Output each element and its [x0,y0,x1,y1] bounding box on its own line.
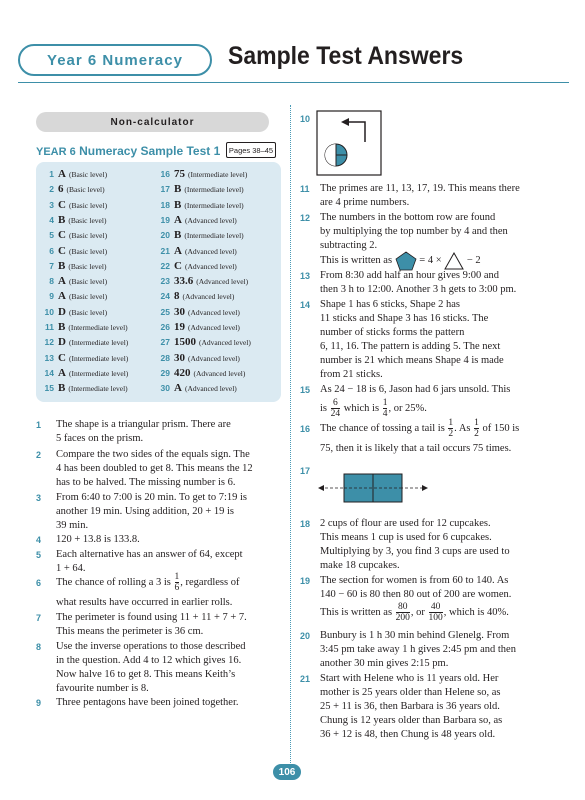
question-number: 2 [36,450,42,460]
explanation-line: 1 + 64. [56,563,86,574]
answer-level: (Intermediate level) [68,384,128,394]
answer-row [40,367,160,380]
answer-level: (Basic level) [68,292,108,302]
numerator: 1 [474,418,479,429]
explanation-line: 2 cups of flour are used for 12 cupcakes. [320,518,491,529]
formula-text: − 2 [466,255,481,267]
answer-row [40,352,160,365]
question-number: 7 [36,613,42,623]
answer-level: (Basic level) [68,246,108,256]
question-number: 5 [36,550,42,560]
explanation-line: are 4 prime numbers. [320,197,410,208]
answer-number: 30 [160,383,170,394]
answer-row [156,199,276,212]
answer-number: 11 [45,322,54,332]
answer-number: 1 [49,169,54,179]
fraction [448,418,453,439]
answer-level: (Advanced level) [188,323,240,332]
explanation-line: number is 21 which means Shape 4 is made [320,355,504,366]
test-year: YEAR 6 [36,146,76,158]
question-number: 21 [300,674,311,684]
answer-number: 9 [49,291,54,302]
answer-level: (Intermediate level) [188,170,248,179]
explanation-line: Bunbury is 1 h 30 min behind Glenelg. From [320,630,510,641]
answer-level: (Advanced level) [196,277,249,287]
fraction [396,602,410,623]
explanation-line: This means the perimeter is 36 cm. [56,626,204,637]
explanation-line: subtracting 2. [320,240,378,251]
answer-value: 8 [174,290,180,303]
answer-value: B [58,321,66,333]
answer-number: 4 [49,214,54,225]
answer-row [40,245,160,258]
question-number: 10 [300,114,311,124]
explanation-line: 11 sticks and Shape 3 has 16 sticks. The [320,313,489,324]
fraction [383,398,388,419]
answer-number: 12 [44,337,54,348]
answer-row [156,275,276,288]
explanation-text: . As [454,423,471,434]
denominator: 24 [330,409,341,420]
answer-row [40,260,160,273]
explanation-line: The numbers in the bottom row are found [320,212,496,223]
answer-number: 8 [49,276,54,287]
answer-row [156,382,276,395]
question-number: 19 [300,576,311,586]
answer-row [40,275,160,288]
explanation-line: 25 + 11 is 36, then Barbara is 36 years old. [320,701,500,712]
question-number: 4 [36,535,42,545]
answer-number: 17 [160,184,170,195]
answer-row [156,367,276,380]
answer-number: 27 [160,337,170,348]
question-number: 15 [300,385,311,395]
answer-row [156,245,276,258]
fraction [331,398,341,419]
answer-number: 13 [44,352,54,363]
explanation-line: make 18 cupcakes. [320,560,400,571]
answer-row [156,229,276,242]
explanation-text: is [320,403,328,414]
triangle-icon [444,252,464,270]
explanation-text: , or [410,607,425,618]
explanation-line: number of sticks forms the pattern [320,327,465,338]
explanation-line: Chung is 12 years older than Barbara so, as [320,715,503,726]
explanation-line: Compare the two sides of the equals sign. The [56,449,250,460]
answer-value: 19 [174,321,185,333]
answer-level: (Advanced level) [199,338,251,348]
answer-level: (Intermediate level) [68,338,129,348]
denominator: 6 [174,583,180,594]
answer-number: 19 [160,214,170,225]
denominator: 200 [395,613,410,624]
explanation-text: , or 25%. [388,403,427,414]
answer-level: (Intermediate level) [184,185,244,195]
explanation-line: by multiplying the top number by 4 and then [320,226,508,237]
answer-value: B [174,229,182,242]
explanation-line: has to be halved. The missing number is 6. [56,477,236,488]
answer-number: 25 [160,306,170,317]
explanation-line: 39 min. [56,520,89,531]
answer-number: 23 [160,276,170,287]
answer-number: 14 [44,367,54,378]
answer-number: 16 [160,169,170,179]
section-bar: Non-calculator [36,112,269,132]
answer-level: (Advanced level) [193,368,246,378]
explanation-line: From 6:40 to 7:00 is 20 min. To get to 7:19 is [56,492,247,503]
answer-number: 26 [160,322,170,332]
question-number: 9 [36,698,42,708]
answer-number: 18 [160,199,170,210]
answer-row [40,382,160,395]
answer-value: C [58,351,66,364]
explanation-line: 36 + 12 is 48, then Chung is 48 years old. [320,729,496,740]
answer-value: 30 [174,305,185,318]
answer-row [156,183,276,196]
explanation-line: mother is 25 years older than Helene so, as [320,687,501,698]
answer-value: B [58,213,66,226]
pentagon-icon [395,251,417,271]
answer-row [40,306,160,319]
denominator: 2 [474,429,479,440]
answer-level: (Intermediate level) [68,323,128,332]
answer-value: C [58,244,66,257]
formula-text: = 4 × [419,255,442,267]
question-number: 3 [36,493,42,503]
answer-level: (Advanced level) [184,215,237,225]
explanation-line: The section for women is from 60 to 140. As [320,575,509,586]
explanation-line: 6, 11, 16. The pattern is adding 5. The next [320,341,501,352]
denominator: 4 [382,409,388,420]
pages-tag: Pages 38–45 [226,142,276,158]
answer-value: B [174,183,182,196]
answer-level: (Basic level) [68,200,108,210]
explanation-line: then 3 h to 12:00. Another 3 h gets to 3:00 pm. [320,284,517,295]
explanation-text: The chance of tossing a tail is [320,423,445,434]
answer-number: 3 [49,199,54,210]
answer-level: (Advanced level) [184,384,237,394]
answer-level: (Basic level) [68,307,108,317]
explanation-text: This is written as [320,607,393,618]
test-title [36,144,220,158]
explanation-text: of 150 is [482,423,520,434]
explanation-line: another 30 min gives 2:15 pm. [320,658,449,669]
answer-level: (Basic level) [68,261,107,271]
answer-value: A [58,366,66,379]
explanation-line: 140 − 60 is 80 then 80 out of 200 are women. [320,589,512,600]
explanation-line: From 8:30 add half an hour gives 9:00 and [320,270,500,281]
answer-level: (Basic level) [68,277,108,287]
answer-level: (Intermediate level) [184,200,244,210]
question-number: 13 [300,271,311,281]
answer-value: 6 [58,183,64,196]
answer-row [40,336,160,349]
numerator: 80 [398,602,408,613]
question-number: 6 [36,578,42,588]
answer-value: C [58,229,66,242]
answer-level: (Advanced level) [182,292,235,302]
answer-row [40,229,160,242]
answer-row [156,260,276,273]
explanation-line: in the question. Add 4 to 12 which gives 16. [56,655,242,666]
answer-row [40,168,160,181]
answer-level: (Intermediate level) [184,231,244,241]
explanation-6-continued: what results have occurred in earlier rolls. [56,597,233,608]
explanation-line: favourite number is 8. [56,683,149,694]
series-badge [18,44,212,76]
page-title: Sample Test Answers [228,42,464,70]
question-number: 18 [300,519,311,529]
answer-number: 24 [160,291,170,302]
explanation-line: Three pentagons have been joined together. [56,697,239,708]
answer-value: D [58,336,66,349]
answer-row [156,336,276,349]
answer-row [40,183,160,196]
explanation-text: , regardless of [180,577,240,588]
answer-level: (Advanced level) [184,246,237,256]
answer-row [40,199,160,212]
answer-value: D [58,305,66,318]
answer-row [156,168,276,181]
answer-row [156,214,276,227]
question-number: 12 [300,213,311,223]
fraction [429,602,443,623]
explanation-line: 120 + 13.8 is 133.8. [56,534,140,545]
answer-level: (Intermediate level) [68,368,129,378]
q19-fractions [320,601,509,625]
explanation-text: which is [343,403,380,414]
numerator: 40 [430,602,441,613]
explanation-line: 5 faces on the prism. [56,433,144,444]
answer-value: A [58,290,66,303]
formula-text: This is written as [320,255,393,267]
answer-number: 22 [160,260,170,271]
series-label: Year 6 Numeracy [47,51,183,69]
header-rule [18,82,569,83]
answer-value: A [58,168,66,180]
explanation-line: from 21 sticks. [320,369,383,380]
answer-level: (Advanced level) [184,261,237,271]
answer-value: 75 [174,168,185,180]
column-divider [290,105,291,765]
answer-level: (Advanced level) [188,353,240,363]
denominator: 2 [448,429,454,440]
question-number: 16 [300,424,311,434]
answer-number: 21 [160,245,170,256]
answer-level: (Basic level) [68,170,108,179]
q10-diagram [316,110,382,176]
answer-level: (Basic level) [68,215,107,225]
explanation-line: As 24 − 18 is 6, Jason had 6 jars unsold. This [320,384,511,395]
answer-row [156,352,276,365]
answer-row [40,290,160,303]
answer-row [156,290,276,303]
explanation-line: 3:45 pm take away 1 h gives 2:45 pm and then [320,644,516,655]
answer-number: 2 [49,184,54,195]
explanation-line: The perimeter is found using 11 + 11 + 7 + 7. [56,612,247,623]
answer-number: 7 [49,260,54,271]
answer-number: 5 [49,230,54,241]
question-number: 14 [300,300,311,310]
answer-row [40,321,160,334]
denominator: 100 [428,613,443,624]
explanation-line: Multiplying by 3, you find 3 cups are used to [320,546,510,557]
answer-value: A [174,244,182,257]
explanation-line: Shape 1 has 6 sticks, Shape 2 has [320,299,460,310]
question-number: 11 [300,184,310,194]
explanation-line: Start with Helene who is 11 years old. Her [320,673,499,684]
explanation-line: Use the inverse operations to those described [56,641,246,652]
answer-value: A [58,275,66,288]
answer-row [156,321,276,334]
page-number: 106 [273,764,301,780]
test-name: Numeracy Sample Test 1 [79,144,221,158]
explanation-line: another 19 min. Using addition, 20 + 19 is [56,506,234,517]
numerator: 1 [448,418,454,429]
explanation-line: 4 has been doubled to get 8. This means the 12 [56,463,253,474]
answer-value: C [174,259,182,272]
numerator: 1 [174,572,180,583]
answer-row [40,214,160,227]
answer-value: B [58,382,66,395]
explanation-line: The primes are 11, 13, 17, 19. This means there [320,183,520,194]
explanation-line: This means 1 cup is used for 6 cupcakes. [320,532,492,543]
question-number: 8 [36,642,42,652]
fraction [175,572,180,593]
answer-value: A [174,213,182,226]
explanation-line: Each alternative has an answer of 64, except [56,549,243,560]
answer-number: 10 [44,306,54,317]
question-number: 17 [300,466,311,476]
answer-level: (Intermediate level) [68,353,129,363]
explanation-line: The shape is a triangular prism. There are [56,419,231,430]
answer-number: 28 [160,352,170,363]
answer-level: (Advanced level) [188,307,240,317]
answer-value: B [58,259,66,272]
answer-number: 6 [49,245,54,256]
answer-value: B [174,198,182,211]
explanation-line: Now halve 16 to get 8. This means Keith’s [56,669,236,680]
explanation-16-continued: 75, then it is likely that a tail occurs 75 times. [320,443,512,454]
answer-number: 29 [160,367,170,378]
explanation-text: The chance of rolling a 3 is [56,577,171,588]
answer-value: 33.6 [174,275,194,288]
numerator: 1 [382,398,388,409]
question-number: 1 [36,420,42,430]
answer-value: 30 [174,351,185,364]
q17-diagram [316,470,430,510]
answer-number: 15 [44,383,54,394]
answer-level: (Basic level) [68,231,108,241]
numerator: 6 [333,398,338,409]
answer-number: 20 [160,230,170,241]
answer-value: C [58,198,66,211]
answer-row [156,306,276,319]
answer-value: A [174,382,182,395]
explanation-text: , which is 40%. [443,607,509,618]
answer-value: 420 [174,366,191,379]
fraction [474,418,479,439]
answer-value: 1500 [174,336,196,349]
question-number: 20 [300,631,311,641]
answer-level: (Basic level) [66,185,105,195]
